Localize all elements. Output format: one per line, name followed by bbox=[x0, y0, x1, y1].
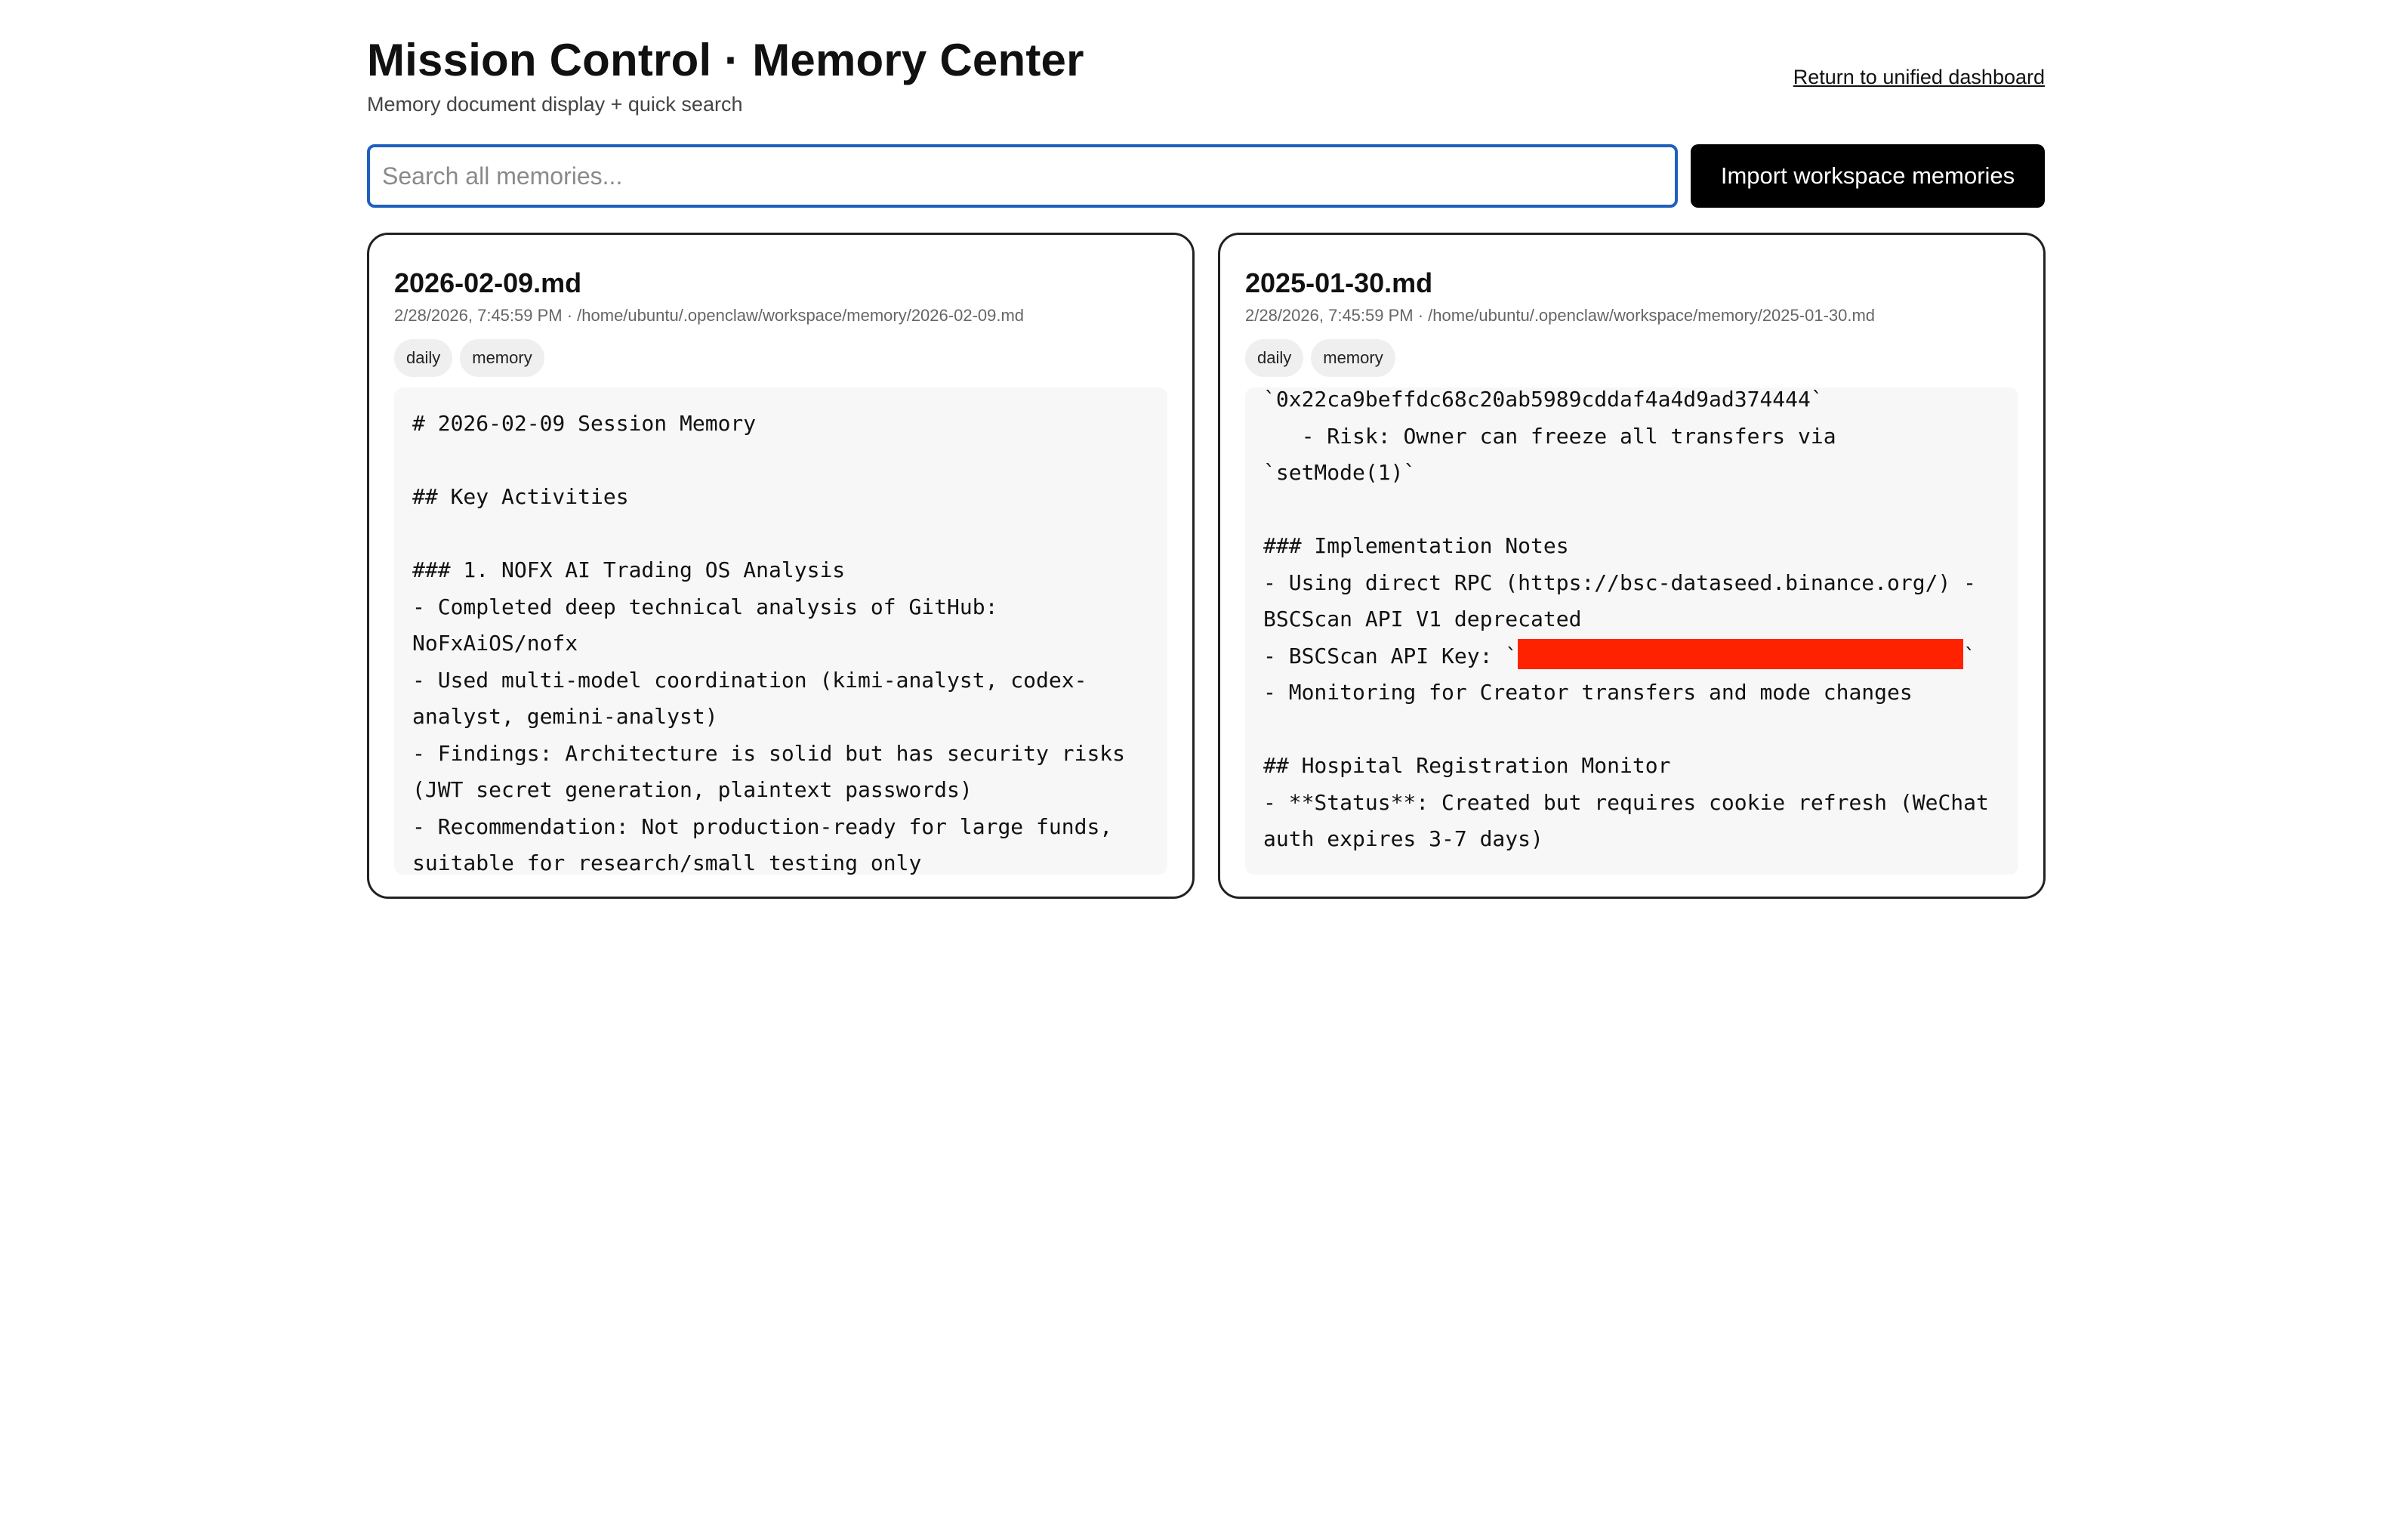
memory-center-page bbox=[367, 0, 2045, 875]
return-to-dashboard-link[interactable]: Return to unified dashboard bbox=[1793, 66, 2045, 88]
tag-daily: daily bbox=[1245, 339, 1303, 377]
search-row bbox=[367, 144, 2045, 208]
page-subtitle: Memory document display + quick search bbox=[367, 93, 743, 116]
card-meta: 2/28/2026, 7:45:59 PM · /home/ubuntu/.openclaw/workspace/memory/2025-01-30.md bbox=[1245, 306, 1876, 325]
card-tags bbox=[394, 339, 544, 377]
card-title: 2026-02-09.md bbox=[394, 267, 582, 298]
tag-memory: memory bbox=[1311, 339, 1395, 377]
import-workspace-memories-button[interactable]: Import workspace memories bbox=[1691, 144, 2045, 208]
redaction-block bbox=[1518, 639, 1963, 669]
memory-content-text: `0x22ca9beffdc68c20ab5989cddaf4a4d9ad374444` - Risk: Owner can freeze all transfers via `setMode(1)` ### Implementation Notes - Using direct RPC (https://bsc-dataseed.binance.org/) - BSCScan API V1 deprecated - BSCScan API Key: ` ` - Monitoring for Creator transfers and mode changes ## Hospital Registration Monitor - **Status**: Created but requires cookie refresh (WeChat auth expires 3-7 days) bbox=[1263, 387, 1989, 851]
card-title: 2025-01-30.md bbox=[1245, 267, 1433, 298]
memory-content-text: # 2026-02-09 Session Memory ## Key Activities ### 1. NOFX AI Trading OS Analysis - Completed deep technical analysis of GitHub: NoFxAiOS/nofx - Used multi-model coordination (kimi-analyst, codex- analyst, gemini-analyst) - Findings: Architecture is solid but has security risks (JWT secret generation, plaintext passwords) - Recommendation: Not production-ready for large funds, suitable for research/small testing only bbox=[412, 411, 1126, 875]
tag-memory: memory bbox=[460, 339, 544, 377]
search-input[interactable] bbox=[367, 144, 1678, 208]
memory-card[interactable] bbox=[367, 233, 1195, 899]
memory-card[interactable] bbox=[1218, 233, 2046, 899]
card-meta: 2/28/2026, 7:45:59 PM · /home/ubuntu/.openclaw/workspace/memory/2026-02-09.md bbox=[394, 306, 1025, 325]
memory-content[interactable] bbox=[394, 387, 1167, 875]
tag-daily: daily bbox=[394, 339, 452, 377]
memory-cards bbox=[367, 233, 2045, 899]
page-title: Mission Control · Memory Center bbox=[367, 35, 1084, 85]
page-header bbox=[367, 0, 2045, 140]
memory-content[interactable] bbox=[1245, 387, 2018, 875]
card-tags bbox=[1245, 339, 1395, 377]
